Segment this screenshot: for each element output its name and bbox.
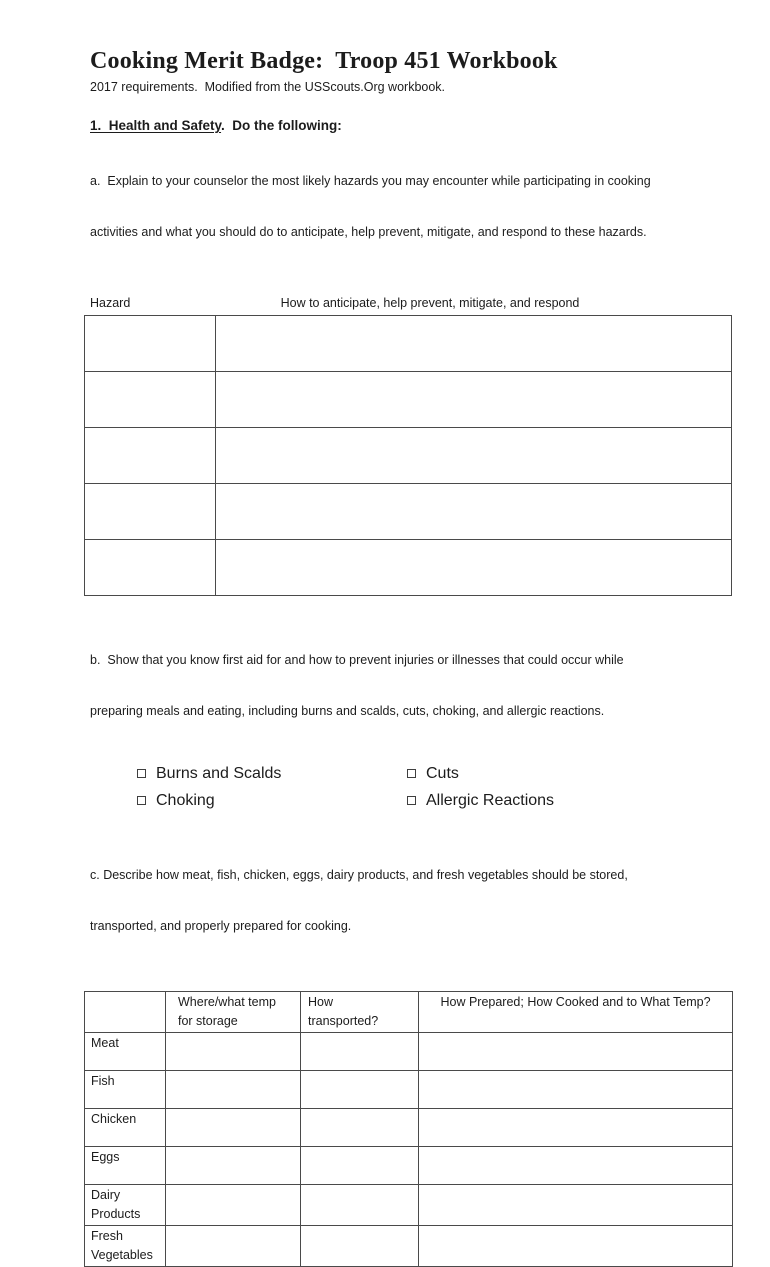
storage-header-empty-cell	[85, 992, 166, 1033]
storage-fill-cell[interactable]	[166, 1071, 301, 1109]
requirement-c-line: transported, and properly prepared for cooking.	[90, 919, 352, 933]
table-row	[85, 484, 732, 540]
requirement-b-text	[90, 618, 738, 754]
requirement-a-line: activities and what you should do to anticipate, help prevent, mitigate, and respond to these hazards.	[90, 225, 647, 239]
row-label-cell: Meat	[85, 1033, 166, 1071]
hazard-response-cell[interactable]	[216, 316, 732, 372]
checkbox-label: Choking	[156, 791, 215, 809]
section-1-heading	[90, 117, 738, 134]
row-label-cell: Chicken	[85, 1109, 166, 1147]
prepared-fill-cell[interactable]	[419, 1147, 733, 1185]
table-row-eggs	[85, 1147, 733, 1185]
requirement-c-text	[90, 833, 738, 969]
row-label-cell: Fish	[85, 1071, 166, 1109]
row-label-cell: Eggs	[85, 1147, 166, 1185]
transport-fill-cell[interactable]	[301, 1226, 419, 1267]
storage-fill-cell[interactable]	[166, 1226, 301, 1267]
hazard-response-cell[interactable]	[216, 540, 732, 596]
hazard-name-cell[interactable]	[85, 428, 216, 484]
page-title: Cooking Merit Badge: Troop 451 Workbook	[90, 48, 558, 74]
hazard-name-cell[interactable]	[85, 540, 216, 596]
checkbox-item-burns-and-scalds[interactable]	[137, 765, 407, 783]
checkbox-icon[interactable]	[137, 769, 146, 778]
transport-fill-cell[interactable]	[301, 1147, 419, 1185]
requirement-b-line: b. Show that you know first aid for and how to prevent injuries or illnesses that could occur while	[90, 653, 624, 667]
hazard-name-cell[interactable]	[85, 316, 216, 372]
prepared-fill-cell[interactable]	[419, 1185, 733, 1226]
table-row-fish	[85, 1071, 733, 1109]
hazard-response-cell[interactable]	[216, 484, 732, 540]
prepared-fill-cell[interactable]	[419, 1071, 733, 1109]
table-row-meat	[85, 1033, 733, 1071]
row-label-cell: Fresh Vegetables	[85, 1226, 166, 1267]
header-line: How	[308, 995, 334, 1009]
prepared-fill-cell[interactable]	[419, 1033, 733, 1071]
section-1-heading-rest: . Do the following:	[221, 118, 342, 133]
prepared-fill-cell[interactable]	[419, 1226, 733, 1267]
hazard-table-column-labels	[90, 295, 738, 311]
storage-fill-cell[interactable]	[166, 1147, 301, 1185]
transport-fill-cell[interactable]	[301, 1185, 419, 1226]
hazard-response-cell[interactable]	[216, 428, 732, 484]
checkbox-item-cuts[interactable]	[407, 765, 738, 783]
prepared-fill-cell[interactable]	[419, 1109, 733, 1147]
how-to-anticipate-column-label: How to anticipate, help prevent, mitigate, and respond	[280, 296, 580, 310]
checkbox-label: Allergic Reactions	[426, 791, 555, 809]
hazard-name-cell[interactable]	[85, 484, 216, 540]
requirement-c-line: c. Describe how meat, fish, chicken, eggs, dairy products, and fresh vegetables should be stored,	[90, 868, 628, 882]
hazard-table	[84, 315, 732, 596]
storage-fill-cell[interactable]	[166, 1109, 301, 1147]
storage-fill-cell[interactable]	[166, 1185, 301, 1226]
table-row-chicken	[85, 1109, 733, 1147]
requirement-b-line: preparing meals and eating, including burns and scalds, cuts, choking, and allergic reactions.	[90, 704, 605, 718]
checkbox-label: Burns and Scalds	[156, 764, 282, 782]
checkbox-icon[interactable]	[137, 796, 146, 805]
storage-header-where-cell	[166, 992, 301, 1033]
table-row	[85, 428, 732, 484]
table-row	[85, 316, 732, 372]
table-header-row	[85, 992, 733, 1033]
first-aid-checkbox-group	[137, 760, 738, 814]
header-line: for storage	[178, 1014, 238, 1028]
food-storage-table	[84, 991, 733, 1267]
requirement-a-line: a. Explain to your counselor the most likely hazards you may encounter while participating in cooking	[90, 174, 651, 188]
storage-header-transport-cell	[301, 992, 419, 1033]
table-row	[85, 372, 732, 428]
checkbox-item-allergic-reactions[interactable]	[407, 792, 738, 810]
table-row-fresh-vegetables	[85, 1226, 733, 1267]
header-line: transported?	[308, 1014, 379, 1028]
hazard-response-cell[interactable]	[216, 372, 732, 428]
checkbox-icon[interactable]	[407, 796, 416, 805]
transport-fill-cell[interactable]	[301, 1109, 419, 1147]
hazard-name-cell[interactable]	[85, 372, 216, 428]
hazard-column-label: Hazard	[90, 296, 131, 310]
storage-fill-cell[interactable]	[166, 1033, 301, 1071]
checkbox-label: Cuts	[426, 764, 459, 782]
header-line: Where/what temp	[178, 995, 276, 1009]
page-content	[90, 48, 738, 1267]
transport-fill-cell[interactable]	[301, 1033, 419, 1071]
row-label-cell: Dairy Products	[85, 1185, 166, 1226]
page-subtitle: 2017 requirements. Modified from the USScouts.Org workbook.	[90, 80, 446, 94]
section-1-heading-underlined: 1. Health and Safety	[90, 118, 222, 133]
checkbox-item-choking[interactable]	[137, 792, 407, 810]
transport-fill-cell[interactable]	[301, 1071, 419, 1109]
storage-header-prepared-cell: How Prepared; How Cooked and to What Temp?	[419, 992, 733, 1033]
table-row-dairy-products	[85, 1185, 733, 1226]
table-row	[85, 540, 732, 596]
checkbox-icon[interactable]	[407, 769, 416, 778]
requirement-a-text	[90, 139, 738, 275]
